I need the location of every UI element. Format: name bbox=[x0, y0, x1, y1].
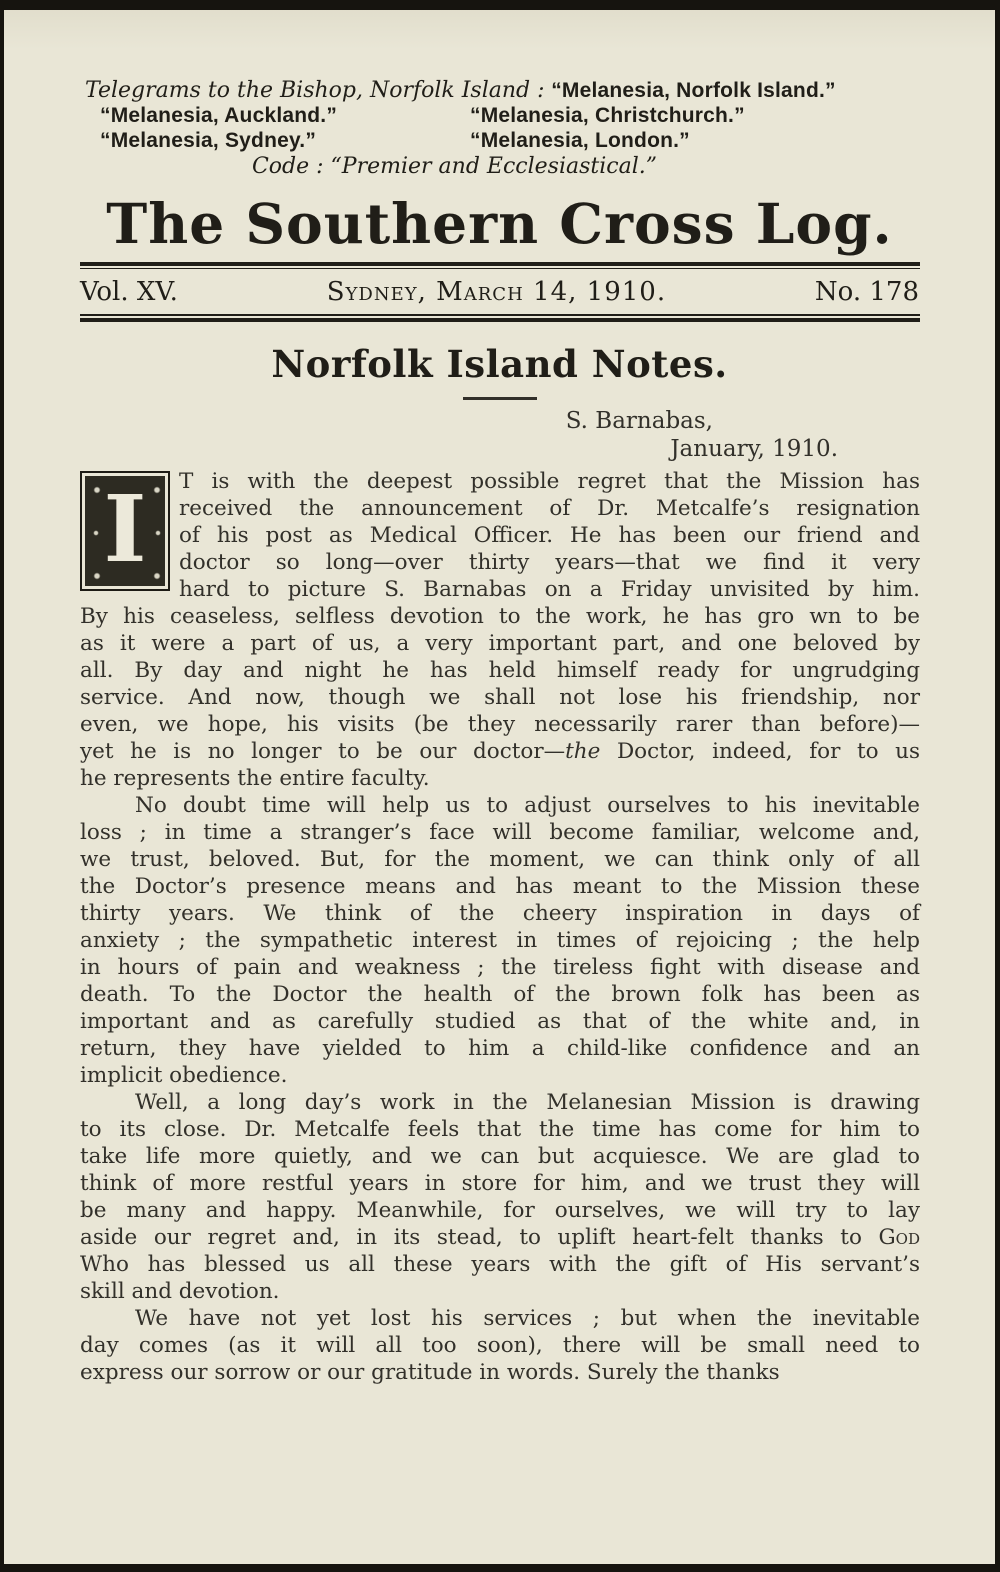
byline bbox=[4, 407, 995, 463]
text-line: express our sorrow or our gratitude in words. Surely the thanks bbox=[80, 1360, 780, 1385]
text-line: return, they have yielded to him a child-like confidence and an bbox=[80, 1036, 920, 1061]
telegram-address-block bbox=[4, 10, 995, 179]
paragraph bbox=[80, 1305, 920, 1386]
text-line: implicit obedience. bbox=[80, 1063, 288, 1088]
telegram-address-sydney: “Melanesia, Sydney.” bbox=[100, 129, 317, 152]
heading-divider-rule bbox=[463, 397, 537, 400]
telegram-intro: Telegrams to the Bishop, Norfolk Island : bbox=[85, 78, 545, 103]
text-line: service. And now, though we shall not lose his friendship, nor bbox=[80, 685, 920, 710]
text-line: skill and devotion. bbox=[80, 1279, 280, 1304]
text-line: doctor so long—over thirty years—that we find it very bbox=[179, 550, 920, 575]
text-line: the Doctor’s presence means and has meant to the Mission these bbox=[80, 874, 920, 899]
text-line: We have not yet lost his services ; but when the inevitable bbox=[135, 1306, 920, 1331]
telegram-address-london: “Melanesia, London.” bbox=[470, 129, 690, 152]
volume-label: Vol. XV. bbox=[80, 277, 178, 307]
issue-number: No. 178 bbox=[814, 277, 919, 307]
text-line: received the announcement of Dr. Metcalfe’s resignation bbox=[179, 496, 920, 521]
paper-sheet bbox=[4, 10, 995, 1564]
double-rule-top bbox=[80, 262, 920, 270]
text-line: important and as carefully studied as that of the white and, in bbox=[80, 1009, 920, 1034]
text-line: think of more restful years in store for him, and we trust they will bbox=[80, 1171, 920, 1196]
telegram-line-1 bbox=[4, 78, 995, 103]
text-line: be many and happy. Meanwhile, for ourselves, we will try to lay bbox=[80, 1198, 920, 1223]
text-line: anxiety ; the sympathetic interest in times of rejoicing ; the help bbox=[80, 928, 920, 953]
article-heading: Norfolk Island Notes. bbox=[271, 342, 728, 386]
double-rule-bottom bbox=[80, 314, 920, 322]
text-line: yet he is no longer to be our doctor—the Doctor, indeed, for to us bbox=[80, 739, 921, 764]
issue-date: Sydney, March 14, 1910. bbox=[326, 277, 667, 307]
dropcap-letter: I bbox=[103, 475, 147, 583]
text-line: take life more quietly, and we can but acquiesce. We are glad to bbox=[80, 1144, 920, 1169]
text-line: By his ceaseless, selfless devotion to the work, he has gro wn to be bbox=[80, 604, 920, 629]
byline-place: S. Barnabas, bbox=[565, 408, 713, 434]
publication-title: The Southern Cross Log. bbox=[106, 191, 893, 256]
text-line: he represents the entire faculty. bbox=[80, 766, 430, 791]
text-line: Well, a long day’s work in the Melanesian Mission is drawing bbox=[135, 1090, 920, 1115]
text-line: thirty years. We think of the cheery inspiration in days of bbox=[80, 901, 920, 926]
text-line: Who has blessed us all these years with the gift of His servant’s bbox=[80, 1252, 920, 1277]
text-line: day comes (as it will all too soon), there will be small need to bbox=[80, 1333, 920, 1358]
text-line: to its close. Dr. Metcalfe feels that the time has come for him to bbox=[80, 1117, 920, 1142]
paragraph bbox=[80, 1089, 920, 1305]
text-line: hard to picture S. Barnabas on a Friday unvisited by him. bbox=[179, 577, 920, 602]
paragraph bbox=[80, 468, 920, 792]
byline-date: January, 1910. bbox=[670, 436, 838, 462]
ornamental-dropcap bbox=[80, 471, 170, 591]
text-line: loss ; in time a stranger’s face will become familiar, welcome and, bbox=[80, 820, 920, 845]
text-line: as it were a part of us, a very important part, and one beloved by bbox=[80, 631, 920, 656]
text-line: in hours of pain and weakness ; the tireless fight with disease and bbox=[80, 955, 920, 980]
telegram-line-2 bbox=[4, 103, 995, 128]
text-line: we trust, beloved. But, for the moment, we can think only of all bbox=[80, 847, 920, 872]
text-line: death. To the Doctor the health of the brown folk has been as bbox=[80, 982, 920, 1007]
telegram-line-3 bbox=[4, 128, 995, 153]
text-line: all. By day and night he has held himself ready for ungrudging bbox=[80, 658, 920, 683]
issue-info-line bbox=[4, 270, 995, 309]
text-line: No doubt time will help us to adjust ourselves to his inevitable bbox=[135, 793, 920, 818]
telegram-code-line: Code : “Premier and Ecclesiastical.” bbox=[251, 154, 658, 179]
text-line: aside our regret and, in its stead, to uplift heart-felt thanks to God bbox=[80, 1225, 920, 1250]
telegram-address-christchurch: “Melanesia, Christchurch.” bbox=[470, 104, 745, 127]
telegram-address-norfolk: “Melanesia, Norfolk Island.” bbox=[551, 79, 836, 102]
paragraph bbox=[80, 792, 920, 1089]
article-body bbox=[4, 468, 995, 1386]
text-line: of his post as Medical Officer. He has been our friend and bbox=[179, 523, 920, 548]
text-line: even, we hope, his visits (be they necessarily rarer than before)— bbox=[80, 712, 920, 737]
text-line: T is with the deepest possible regret that the Mission has bbox=[179, 469, 920, 494]
telegram-address-auckland: “Melanesia, Auckland.” bbox=[100, 104, 338, 127]
